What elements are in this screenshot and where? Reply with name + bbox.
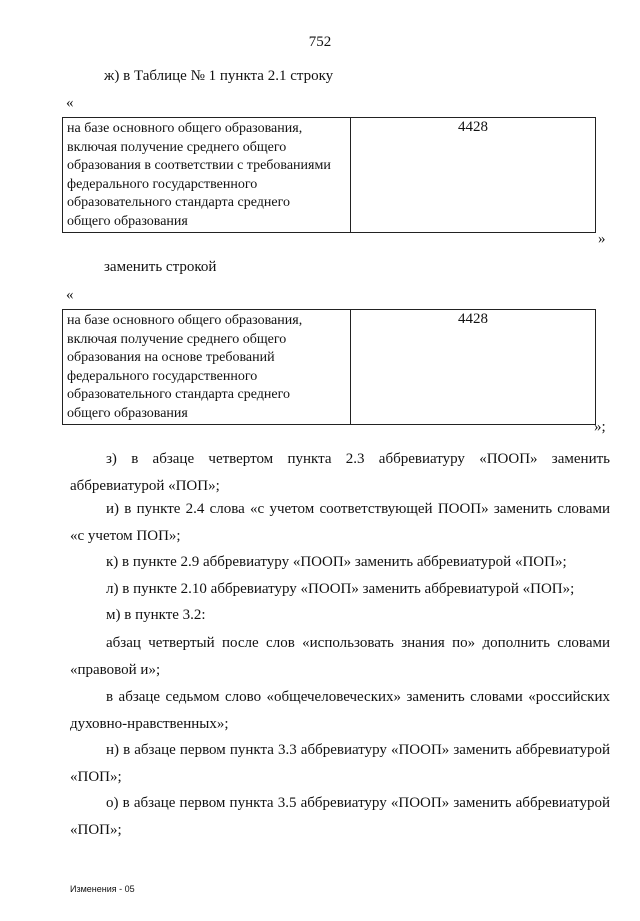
table-new-value: 4428 (458, 311, 488, 327)
item-m-sub1-line1: абзац четвертый после слов «использовать знания по» дополнить словами (106, 635, 610, 651)
item-n-line2: «ПОП»; (70, 769, 122, 785)
item-o-line1: о) в абзаце первом пункта 3.5 аббревиатуру «ПООП» заменить аббревиатурой (106, 795, 610, 811)
open-quote-old: « (66, 95, 74, 111)
table-old-description: на базе основного общего образования, включая получение среднего общего образования в соответствии с требованиями федерального государственного образовательного стандарта среднего общего образования (67, 121, 331, 229)
item-n-line1: н) в абзаце первом пункта 3.3 аббревиатуру «ПООП» заменить аббревиатурой (106, 742, 610, 758)
table-new-row (62, 309, 596, 425)
open-quote-new: « (66, 287, 74, 303)
item-m-sub1-line2: «правовой и»; (70, 662, 161, 678)
table-new-value-cell (351, 310, 596, 425)
item-o (70, 790, 610, 844)
replace-label: заменить строкой (104, 259, 217, 275)
item-m-text: м) в пункте 3.2: (106, 607, 206, 623)
table-new-description: на базе основного общего образования, включая получение среднего общего образования на основе требований федерального государственного образовательного стандарта среднего общего образования (67, 313, 303, 421)
item-k-text: к) в пункте 2.9 аббревиатуру «ПООП» заменить аббревиатурой «ПОП»; (106, 554, 567, 570)
item-n (70, 737, 610, 791)
table-old-value: 4428 (458, 119, 488, 135)
item-m-sub2 (70, 684, 610, 738)
table-old-description-cell (63, 118, 351, 233)
table-old-value-cell (351, 118, 596, 233)
item-m-sub2-line1: в абзаце седьмом слово «общечеловеческих» заменить словами «российских (106, 689, 610, 705)
item-m-sub1 (70, 630, 610, 684)
item-m-sub2-line2: духовно-нравственных»; (70, 716, 229, 732)
item-i-line1: и) в пункте 2.4 слова «с учетом соответствующей ПООП» заменить словами (106, 501, 610, 517)
table-old-row (62, 117, 596, 233)
page-number: 752 (308, 34, 332, 50)
item-zh-heading: ж) в Таблице № 1 пункта 2.1 строку (104, 68, 334, 84)
item-l-text: л) в пункте 2.10 аббревиатуру «ПООП» заменить аббревиатурой «ПОП»; (106, 581, 575, 597)
item-z (70, 446, 610, 500)
item-o-line2: «ПОП»; (70, 822, 122, 838)
table-new-description-cell (63, 310, 351, 425)
item-z-line1: з) в абзаце четвертом пункта 2.3 аббревиатуру «ПООП» заменить (106, 451, 610, 467)
close-quote-old: » (598, 231, 606, 247)
item-k (70, 549, 610, 576)
footer-note: Изменения - 05 (70, 884, 135, 894)
item-m (70, 602, 610, 629)
item-i (70, 496, 610, 550)
close-quote-new: »; (594, 419, 606, 435)
item-l (70, 576, 610, 603)
item-z-line2: аббревиатурой «ПОП»; (70, 478, 220, 494)
item-i-line2: «с учетом ПОП»; (70, 528, 181, 544)
